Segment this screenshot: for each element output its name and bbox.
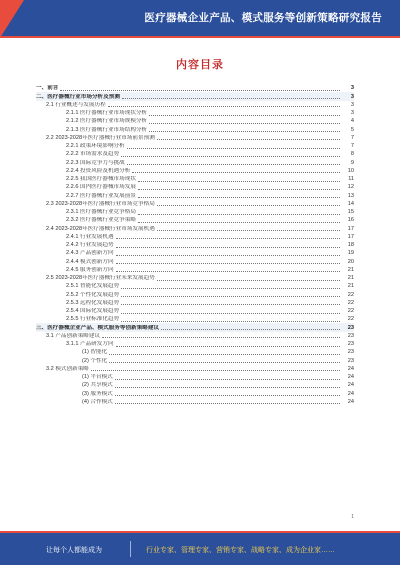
toc-entry[interactable]	[36, 142, 354, 150]
toc-leader-dots	[138, 213, 340, 215]
toc-leader-dots	[127, 163, 340, 165]
toc-entry-label: 3.1 产品创新策略建议	[46, 332, 101, 339]
toc-entry-page: 18	[347, 242, 354, 248]
toc-entry-label: 2.1.3 医疗器械行业市场结构分析	[66, 126, 148, 133]
toc-entry-label: 2.1.2 医疗器械行业市场规模分析	[66, 118, 148, 125]
toc-entry-page: 23	[347, 341, 354, 347]
toc-entry[interactable]	[36, 208, 354, 216]
toc-entry-page: 23	[347, 357, 354, 364]
toc-entry-label: 2.1.1 医疗器械行业市场现状分析	[66, 110, 148, 116]
toc-entry-label: 2.4.4 模式创新方向	[66, 258, 114, 265]
toc-entry[interactable]	[36, 398, 354, 406]
toc-entry-page: 4	[350, 118, 354, 125]
toc-entry-page: 11	[348, 176, 354, 182]
toc-entry-label: (1) 平台模式	[82, 374, 113, 380]
toc-entry-label: 一、前言	[36, 85, 59, 92]
toc-entry-page: 24	[347, 390, 354, 397]
toc-leader-dots	[91, 369, 340, 371]
toc-entry-label: 2.4 2023-2028年医疗器械行业市场发展机遇	[46, 225, 155, 232]
toc-entry-label: 三、医疗器械企业产品、模式服务等创新策略建议	[36, 324, 160, 331]
toc-entry-label: 2.4.5 服务创新方向	[66, 266, 114, 273]
toc-leader-dots	[149, 130, 340, 132]
toc-leader-dots	[121, 303, 340, 305]
toc-entry-label: 2.1 行业概述与发展历程	[46, 101, 106, 108]
toc-entry[interactable]	[36, 158, 354, 166]
toc-entry-page: 21	[347, 266, 354, 273]
toc-entry-label: (4) 合作模式	[82, 398, 113, 405]
toc-leader-dots	[138, 188, 340, 190]
toc-entry[interactable]	[36, 125, 354, 133]
toc-leader-dots	[127, 147, 340, 149]
toc-entry[interactable]	[36, 216, 354, 224]
toc-entry-page: 12	[347, 184, 354, 191]
toc-leader-dots	[115, 394, 340, 396]
toc-entry-label: 2.4.3 产品创新方向	[66, 250, 114, 257]
toc-entry-page: 24	[347, 374, 354, 380]
toc-entry-page: 3	[350, 85, 354, 92]
header-stripe	[0, 36, 400, 38]
toc-entry-label: 3.1.1 产品研发方向	[66, 341, 114, 347]
toc-entry-page: 23	[347, 332, 354, 339]
toc-entry[interactable]	[36, 340, 354, 348]
toc-entry-page: 17	[347, 233, 354, 240]
toc-leader-dots	[60, 89, 340, 91]
toc-leader-dots	[149, 122, 340, 124]
toc-entry-page: 22	[347, 291, 354, 298]
toc-entry-label: 2.5 2023-2028年医疗器械行业未来发展趋势	[46, 275, 155, 281]
toc-entry-page: 21	[347, 275, 354, 281]
toc-entry-label: (3) 服务模式	[82, 390, 113, 397]
toc-entry[interactable]	[36, 233, 354, 241]
toc-entry-label: 2.3 2023-2028年医疗器械行业市场竞争格局	[46, 200, 155, 207]
toc-entry[interactable]	[36, 282, 354, 290]
toc-entry[interactable]	[36, 191, 354, 199]
toc-entry-page: 23	[347, 349, 354, 356]
toc-entry-page: 3	[350, 101, 354, 108]
toc-entry-page: 24	[347, 365, 354, 372]
toc-entry[interactable]	[36, 290, 354, 298]
report-title: 医疗器械企业产品、模式服务等创新策略研究报告	[144, 12, 382, 24]
toc-entry-label: 2.2.3 国际竞争力与挑战	[66, 159, 125, 166]
toc-entry[interactable]	[36, 323, 354, 331]
toc-entry[interactable]	[36, 299, 354, 307]
toc-entry[interactable]	[36, 332, 354, 340]
toc-entry-label: 二、医疗器械行业市场分析及预测	[36, 93, 120, 100]
page-footer	[0, 531, 400, 565]
toc-leader-dots	[116, 254, 340, 256]
toc-entry-page: 22	[347, 316, 354, 323]
toc-entry-page: 19	[347, 250, 354, 257]
toc-entry[interactable]	[36, 167, 354, 175]
toc-entry[interactable]	[36, 241, 354, 249]
toc-entry[interactable]	[36, 266, 354, 274]
toc-entry-label: 2.2.1 政策环境影响分析	[66, 143, 125, 149]
toc-entry[interactable]	[36, 101, 354, 109]
toc-leader-dots	[102, 336, 340, 338]
page-number: 1	[351, 514, 354, 520]
toc-entry-label: 2.4.1 行业发展机遇	[66, 233, 114, 240]
toc-leader-dots	[132, 171, 340, 173]
toc-entry-label: 2.2.7 医疗器械行业发展前景	[66, 192, 136, 199]
toc-entry-page: 8	[350, 151, 354, 158]
footer-divider	[130, 541, 131, 557]
toc-leader-dots	[116, 270, 340, 272]
toc-entry-page: 15	[347, 209, 354, 215]
toc-leader-dots	[138, 221, 340, 223]
toc-leader-dots	[157, 229, 340, 231]
toc-entry-label: 2.5.3 远程化发展趋势	[66, 299, 120, 306]
toc-entry[interactable]	[36, 224, 354, 232]
toc-entry[interactable]	[36, 249, 354, 257]
toc-entry-page: 3	[350, 110, 354, 116]
toc-entry[interactable]	[36, 257, 354, 265]
toc-leader-dots	[121, 312, 340, 314]
toc-entry-label: 2.5.5 行业标准化趋势	[66, 316, 120, 323]
toc-leader-dots	[116, 345, 340, 347]
header-corner-accent	[0, 0, 24, 38]
toc-entry-label: 2.5.4 国际化发展趋势	[66, 308, 120, 314]
toc-leader-dots	[157, 279, 340, 281]
toc-entry-label: 2.4.2 行业发展趋势	[66, 242, 114, 248]
toc-entry-label: 2.2.6 国内医疗器械市场发展	[66, 184, 136, 191]
toc-entry[interactable]	[36, 117, 354, 125]
toc-entry-label: (2) 个性化	[82, 357, 108, 364]
footer-tags: 行业专家、管理专家、营销专家、战略专家、成为企业家……	[146, 547, 335, 554]
toc-entry[interactable]	[36, 150, 354, 158]
toc-entry-label: (2) 共享模式	[82, 382, 113, 389]
toc-entry-page: 22	[347, 299, 354, 306]
toc-entry-label: 2.5.1 智能化发展趋势	[66, 283, 120, 290]
toc-entry[interactable]	[36, 315, 354, 323]
toc-entry-page: 24	[347, 398, 354, 405]
toc-entry-page: 22	[347, 308, 354, 314]
toc-entry[interactable]	[36, 356, 354, 364]
toc-leader-dots	[121, 287, 340, 289]
toc-leader-dots	[157, 138, 340, 140]
toc-leader-dots	[121, 320, 340, 322]
footer-slogan: 让每个人都能成为	[46, 547, 102, 554]
toc-leader-dots	[149, 114, 340, 116]
toc-entry-label: 2.5.2 个性化发展趋势	[66, 291, 120, 298]
toc-leader-dots	[138, 180, 340, 182]
toc-leader-dots	[108, 105, 340, 107]
toc-leader-dots	[121, 155, 340, 157]
toc-leader-dots	[109, 361, 340, 363]
toc-entry-page: 10	[347, 167, 354, 174]
toc-entry-page: 16	[347, 217, 354, 224]
toc-entry[interactable]	[36, 348, 354, 356]
toc-title: 内容目录	[176, 59, 224, 71]
toc-entry-page: 24	[347, 382, 354, 389]
toc-entry[interactable]	[36, 109, 354, 117]
toc-entry-page: 17	[347, 225, 354, 232]
toc-leader-dots	[138, 196, 340, 198]
toc-entry-label: 2.2.5 我国医疗器械市场现状	[66, 176, 136, 182]
toc-entry-label: 2.2.2 市场需求及趋势	[66, 151, 120, 158]
toc-entry[interactable]	[36, 84, 354, 92]
toc-entry-page: 5	[350, 126, 354, 133]
toc-entry-label: 2.2 2023-2028年医疗器械行业市场前景预测	[46, 134, 155, 141]
toc-entry-page: 7	[350, 143, 354, 149]
footer-stripe	[0, 531, 400, 533]
toc-entry-label: 2.3.1 医疗器械行业竞争格局	[66, 209, 136, 215]
toc-entry-page: 21	[347, 283, 354, 290]
toc-entry[interactable]	[36, 389, 354, 397]
toc-leader-dots	[109, 353, 340, 355]
toc-leader-dots	[115, 402, 340, 404]
toc-entry[interactable]	[36, 373, 354, 381]
table-of-contents	[36, 84, 354, 406]
toc-entry[interactable]	[36, 134, 354, 142]
toc-entry-page: 14	[347, 200, 354, 207]
toc-entry-page: 23	[347, 324, 354, 331]
toc-entry-page: 9	[350, 159, 354, 166]
toc-entry[interactable]	[36, 183, 354, 191]
toc-entry-label: (1) 智能化	[82, 349, 108, 356]
toc-entry[interactable]	[36, 92, 354, 100]
toc-leader-dots	[121, 295, 340, 297]
toc-entry-page: 3	[350, 93, 354, 100]
toc-leader-dots	[157, 204, 340, 206]
toc-entry-label: 2.2.4 投资风险及机遇分析	[66, 167, 131, 174]
toc-leader-dots	[161, 328, 340, 330]
toc-leader-dots	[115, 378, 340, 380]
toc-leader-dots	[115, 386, 340, 388]
toc-entry[interactable]	[36, 365, 354, 373]
toc-entry-label: 3.2 模式创新策略	[46, 365, 89, 372]
toc-entry[interactable]	[36, 307, 354, 315]
toc-entry-page: 7	[350, 134, 354, 141]
toc-entry[interactable]	[36, 200, 354, 208]
toc-leader-dots	[116, 246, 340, 248]
toc-entry[interactable]	[36, 175, 354, 183]
toc-entry[interactable]	[36, 274, 354, 282]
toc-entry-page: 13	[347, 192, 354, 199]
toc-entry-page: 20	[347, 258, 354, 265]
page-header	[0, 0, 400, 38]
toc-entry-label: 2.3.2 医疗器械行业竞争策略	[66, 217, 136, 224]
toc-leader-dots	[116, 237, 340, 239]
toc-leader-dots	[116, 262, 340, 264]
toc-leader-dots	[122, 97, 340, 99]
toc-entry[interactable]	[36, 381, 354, 389]
